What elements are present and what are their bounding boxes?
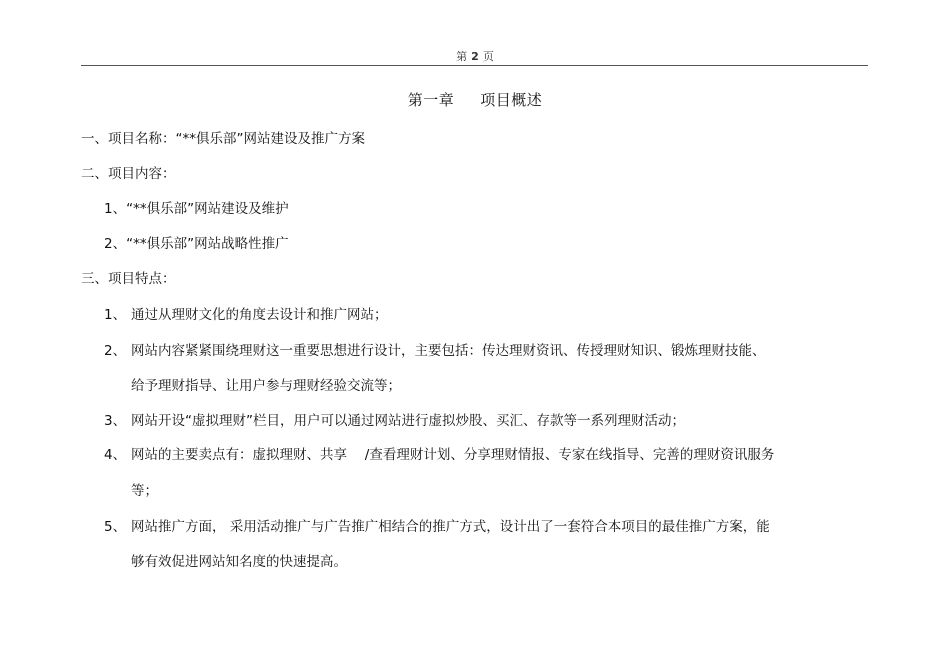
feature-number: 4、	[104, 447, 127, 463]
feature-text-continued: 等；	[131, 483, 158, 499]
feature-text-continued: 给予理财指导、让用户参与理财经验交流等；	[131, 378, 401, 394]
content-item: 2、“**俱乐部”网站战略性推广	[104, 236, 289, 252]
chapter-label: 第一章	[407, 91, 455, 109]
feature-text: 网站开设“虚拟理财”栏目，用户可以通过网站进行虚拟炒股、买汇、存款等一系列理财活动；	[131, 413, 685, 429]
project-features-heading: 三、项目特点：	[81, 271, 176, 287]
feature-number: 1、	[104, 307, 127, 323]
chapter-title	[0, 89, 950, 110]
content-item: 1、“**俱乐部”网站建设及维护	[104, 201, 289, 217]
page-number: 2	[471, 50, 479, 63]
feature-text: 网站的主要卖点有：虚拟理财、共享 /查看理财计划、分享理财情报、专家在线指导、完善的理财资讯服务	[131, 447, 775, 463]
page-label-prefix: 第	[456, 50, 468, 63]
project-content-heading: 二、项目内容：	[81, 166, 176, 182]
feature-text: 网站内容紧紧围绕理财这一重要思想进行设计，主要包括：传达理财资讯、传授理财知识、锻炼理财技能、	[131, 343, 766, 359]
feature-text-continued: 够有效促进网站知名度的快速提高。	[131, 554, 347, 570]
feature-number: 2、	[104, 343, 127, 359]
page-header	[0, 48, 950, 64]
page-label-suffix: 页	[482, 50, 494, 63]
chapter-name: 项目概述	[480, 91, 543, 109]
feature-number: 3、	[104, 413, 127, 429]
feature-text: 通过从理财文化的角度去设计和推广网站；	[131, 307, 388, 323]
header-divider	[81, 65, 868, 66]
project-name-line: 一、项目名称：“**俱乐部”网站建设及推广方案	[81, 131, 365, 147]
feature-text: 网站推广方面， 采用活动推广与广告推广相结合的推广方式，设计出了一套符合本项目的最佳推广方案，能	[131, 519, 770, 535]
feature-number: 5、	[104, 519, 127, 535]
